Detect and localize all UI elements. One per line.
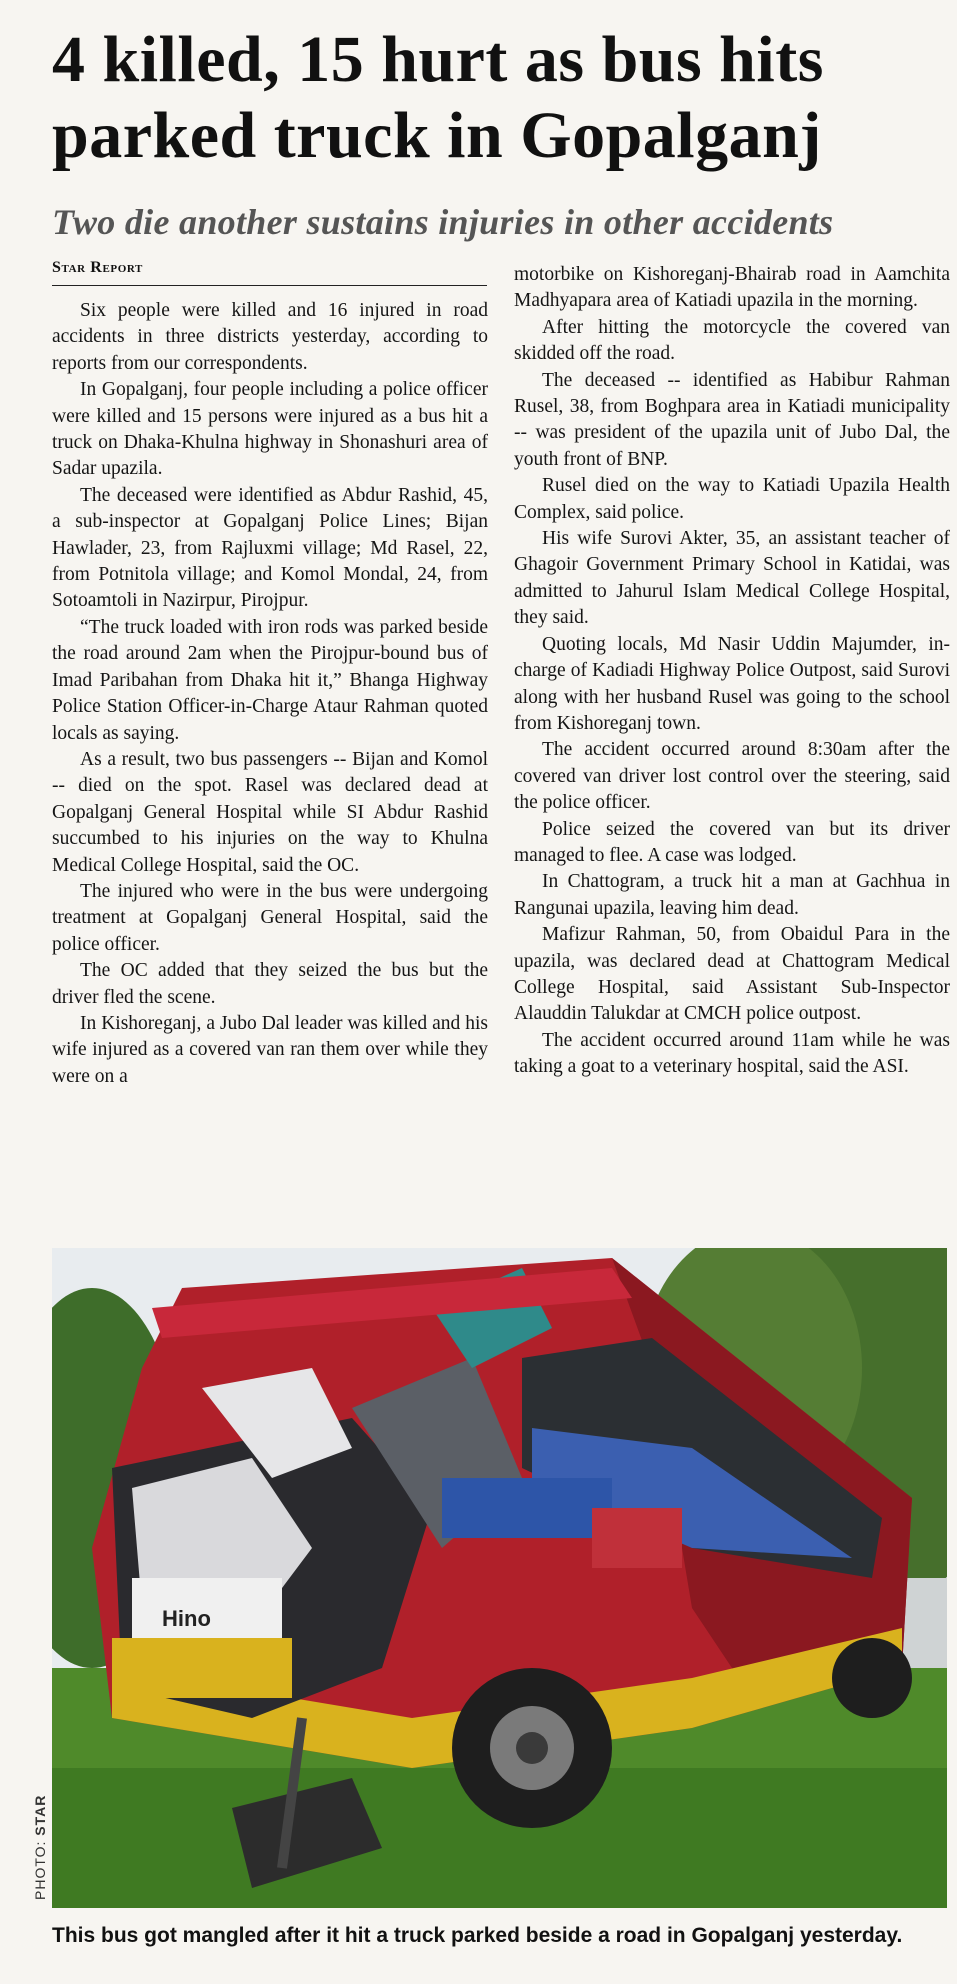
photo-credit-source: STAR: [32, 1794, 48, 1836]
bus-brand-text: Hino: [162, 1606, 211, 1631]
paragraph: The deceased were identified as Abdur Rashid, 45, a sub-inspector at Gopalganj Police Lines; Bijan Hawlader, 23, from Rajluxmi village; Md Rasel, 22, from Potnitola village; and Komol Mondal, 24, from Sotoamtoli in Nazirpur, Pirojpur.: [52, 484, 488, 612]
paragraph: Rusel died on the way to Katiadi Upazila Health Complex, said police.: [514, 475, 950, 523]
article-column-left: [52, 298, 488, 1090]
paragraph: After hitting the motorcycle the covered van skidded off the road.: [514, 316, 950, 365]
paragraph: The accident occurred around 11am while he was taking a goat to a veterinary hospital, said the ASI.: [514, 1029, 950, 1078]
paragraph: The accident occurred around 8:30am after the covered van driver lost control over the steering, said the police officer.: [514, 739, 950, 814]
photo-credit: [32, 1795, 48, 1900]
photo-credit-label: PHOTO:: [32, 1835, 48, 1900]
bus-illustration: [52, 1248, 947, 1908]
paragraph: His wife Surovi Akter, 35, an assistant teacher of Ghagoir Government Primary School in Katidai, was admitted to Jahurul Islam Medical College Hospital, they said.: [514, 528, 950, 629]
paragraph: The deceased -- identified as Habibur Rahman Rusel, 38, from Boghpara area in Katiadi municipality -- was president of the upazila unit of Jubo Dal, the youth front of BNP.: [514, 369, 950, 470]
paragraph: Police seized the covered van but its driver managed to flee. A case was lodged.: [514, 818, 950, 866]
paragraph: “The truck loaded with iron rods was parked beside the road around 2am when the Pirojpur-bound bus of Imad Paribahan from Dhaka hit it,” Bhanga Highway Police Station Officer-in-Charge Ataur Rahman quoted locals as saying.: [52, 616, 488, 744]
paragraph: Mafizur Rahman, 50, from Obaidul Para in the upazila, was declared dead at Chattogram Medical College Hospital, said Assistant Sub-Inspector Alauddin Talukdar at CMCH police outpost.: [514, 924, 950, 1025]
byline: Star Report: [52, 259, 487, 286]
paragraph: Quoting locals, Md Nasir Uddin Majumder, in-charge of Kadiadi Highway Police Outpost, said Surovi along with her husband Rusel was going to the school from Kishoreganj town.: [514, 633, 950, 734]
photo-caption: This bus got mangled after it hit a truck parked beside a road in Gopalganj yesterday.: [52, 1924, 903, 1947]
paragraph: The OC added that they seized the bus but the driver fled the scene.: [52, 960, 488, 1008]
paragraph: Six people were killed and 16 injured in road accidents in three districts yesterday, according to reports from our correspondents.: [52, 300, 488, 374]
paragraph: The injured who were in the bus were undergoing treatment at Gopalganj General Hospital, said the police officer.: [52, 880, 488, 955]
paragraph: In Chattogram, a truck hit a man at Gachhua in Rangunai upazila, leaving him dead.: [514, 871, 950, 919]
paragraph: In Kishoreganj, a Jubo Dal leader was killed and his wife injured as a covered van ran them over while they were on a: [52, 1012, 488, 1087]
subheadline: Two die another sustains injuries in other accidents: [52, 202, 834, 242]
article-column-right: [514, 262, 950, 1081]
paragraph: In Gopalganj, four people including a police officer were killed and 15 persons were injured as a bus hit a truck on Dhaka-Khulna highway in Shonashuri area of Sadar upazila.: [52, 379, 488, 480]
paragraph: As a result, two bus passengers -- Bijan and Komol -- died on the spot. Rasel was declared dead at Gopalganj General Hospital while SI Abdur Rashid succumbed to his injuries on the way to Khulna Medical College Hospital, said the OC.: [52, 748, 488, 876]
headline: 4 killed, 15 hurt as bus hits parked truck in Gopalganj: [52, 23, 824, 172]
paragraph-continuation: motorbike on Kishoreganj-Bhairab road in Aamchita Madhyapara area of Katiadi upazila in the morning.: [514, 264, 950, 312]
news-photo-mangled-bus: [52, 1248, 947, 1908]
